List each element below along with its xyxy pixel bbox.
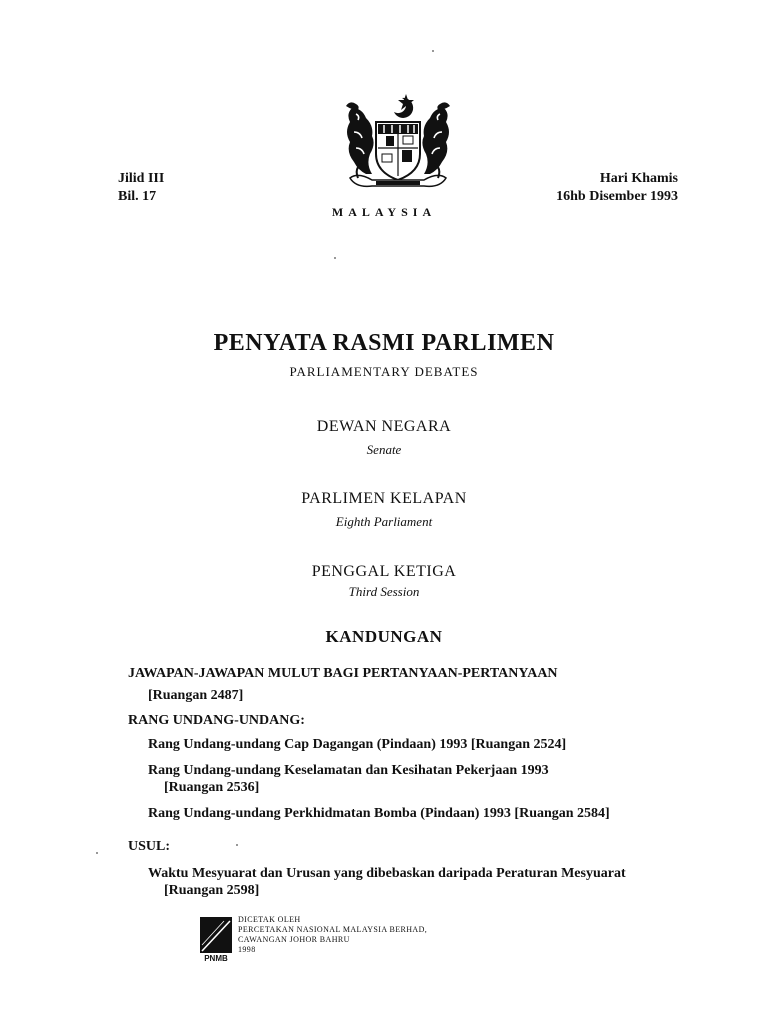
bills-heading: RANG UNDANG-UNDANG:: [128, 713, 305, 728]
printer-line-printed-by: DICETAK OLEH: [238, 915, 301, 924]
bill-item-trade-marks: Rang Undang-undang Cap Dagangan (Pindaan) 1993 [Ruangan 2524]: [148, 737, 567, 752]
parliament-name-english: Eighth Parliament: [335, 514, 433, 529]
oral-answers-ref: [Ruangan 2487]: [148, 688, 244, 703]
printer-line-branch: CAWANGAN JOHOR BAHRU: [238, 935, 350, 944]
pnmb-logo: [200, 917, 232, 963]
bill-item-occupational-safety: Rang Undang-undang Keselamatan dan Kesihatan Pekerjaan 1993: [148, 763, 549, 778]
oral-answers-title: JAWAPAN-JAWAPAN MULUT BAGI PERTANYAAN-PERTANYAAN: [128, 666, 558, 681]
house-name: DEWAN NEGARA: [316, 418, 452, 435]
issue-number: Bil. 17: [118, 189, 157, 204]
pnmb-logo-text: PNMB: [204, 954, 228, 963]
printer-text: [238, 915, 427, 955]
session-name-english: Third Session: [348, 584, 420, 599]
bill-item-fire-services: Rang Undang-undang Perkhidmatan Bomba (Pindaan) 1993 [Ruangan 2584]: [148, 806, 610, 821]
malaysia-coat-of-arms: [336, 92, 460, 202]
printer-line-year: 1998: [238, 945, 256, 954]
coat-of-arms-icon: [336, 92, 460, 202]
scan-speck: [96, 852, 98, 854]
scan-speck: [236, 844, 238, 846]
motions-heading: USUL:: [128, 839, 171, 854]
country-label: MALAYSIA: [331, 205, 437, 219]
date-label: 16hb Disember 1993: [556, 189, 678, 204]
parliament-name: PARLIMEN KELAPAN: [301, 490, 467, 507]
document-subtitle: PARLIAMENTARY DEBATES: [289, 364, 479, 379]
motion-item-ref: [Ruangan 2598]: [164, 883, 260, 898]
contents-heading: KANDUNGAN: [325, 627, 443, 646]
day-label: Hari Khamis: [599, 171, 678, 186]
document-title: PENYATA RASMI PARLIMEN: [213, 330, 555, 356]
volume-label: Jilid III: [118, 171, 165, 186]
date-block: [556, 170, 678, 206]
session-name: PENGGAL KETIGA: [311, 563, 457, 580]
printer-line-company: PERCETAKAN NASIONAL MALAYSIA BERHAD,: [238, 925, 428, 934]
bill-item-occupational-safety-ref: [Ruangan 2536]: [164, 780, 260, 795]
scan-speck: [432, 50, 434, 52]
motion-item: Waktu Mesyuarat dan Urusan yang dibebaskan daripada Peraturan Mesyuarat: [148, 866, 626, 881]
house-name-english: Senate: [366, 442, 402, 457]
volume-number-block: [118, 170, 164, 206]
scan-speck: [334, 257, 336, 259]
